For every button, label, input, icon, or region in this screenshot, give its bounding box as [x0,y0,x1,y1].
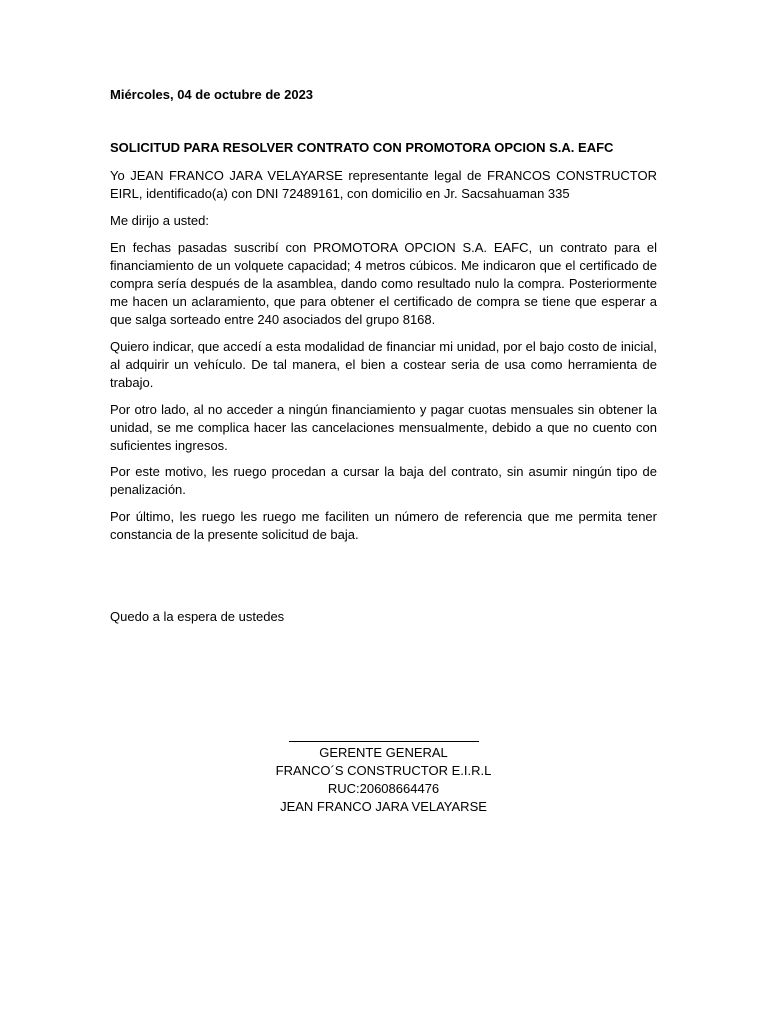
letter-paragraph: En fechas pasadas suscribí con PROMOTORA OPCION S.A. EAFC, un contrato para el financiamiento de un volquete capacidad; 4 metros cúbicos. Me indicaron que el certificado de compra sería después de la asamblea, dando como resultado nulo la compra. Posteriormente me hacen un aclaramiento, que para obtener el certificado de compra se tiene que esperar a que salga sorteado entre 240 asociados del grupo 8168. [110,240,657,327]
letter-salutation: Me dirijo a usted: [110,213,209,228]
letter-paragraph: Quiero indicar, que accedí a esta modalidad de financiar mi unidad, por el bajo costo de inicial, al adquirir un vehículo. De tal manera, el bien a costear seria de usa como herramienta de trabajo. [110,339,657,390]
signature-ruc: RUC:20608664476 [327,781,440,796]
letter-paragraph: Por otro lado, al no acceder a ningún financiamiento y pagar cuotas mensuales sin obtener la unidad, se me complica hacer las cancelaciones mensualmente, debido a que no cuento con suficientes ingresos. [110,402,657,453]
signature-line [289,741,479,742]
signature-title: GERENTE GENERAL [319,745,448,760]
letter-intro: Yo JEAN FRANCO JARA VELAYARSE representante legal de FRANCOS CONSTRUCTOR EIRL, identificado(a) con DNI 72489161, con domicilio en Jr. Sacsahuaman 335 [110,168,657,201]
letter-closing: Quedo a la espera de ustedes [110,609,285,624]
letter-date: Miércoles, 04 de octubre de 2023 [110,87,314,102]
signature-block [240,741,527,816]
signature-company: FRANCO´S CONSTRUCTOR E.I.R.L [275,763,492,778]
signature-name: JEAN FRANCO JARA VELAYARSE [280,799,487,814]
letter-paragraph: Por este motivo, les ruego procedan a cursar la baja del contrato, sin asumir ningún tipo de penalización. [110,464,657,497]
letter-paragraph: Por último, les ruego les ruego me faciliten un número de referencia que me permita tener constancia de la presente solicitud de baja. [110,509,657,542]
letter-subject: SOLICITUD PARA RESOLVER CONTRATO CON PROMOTORA OPCION S.A. EAFC [110,140,614,155]
